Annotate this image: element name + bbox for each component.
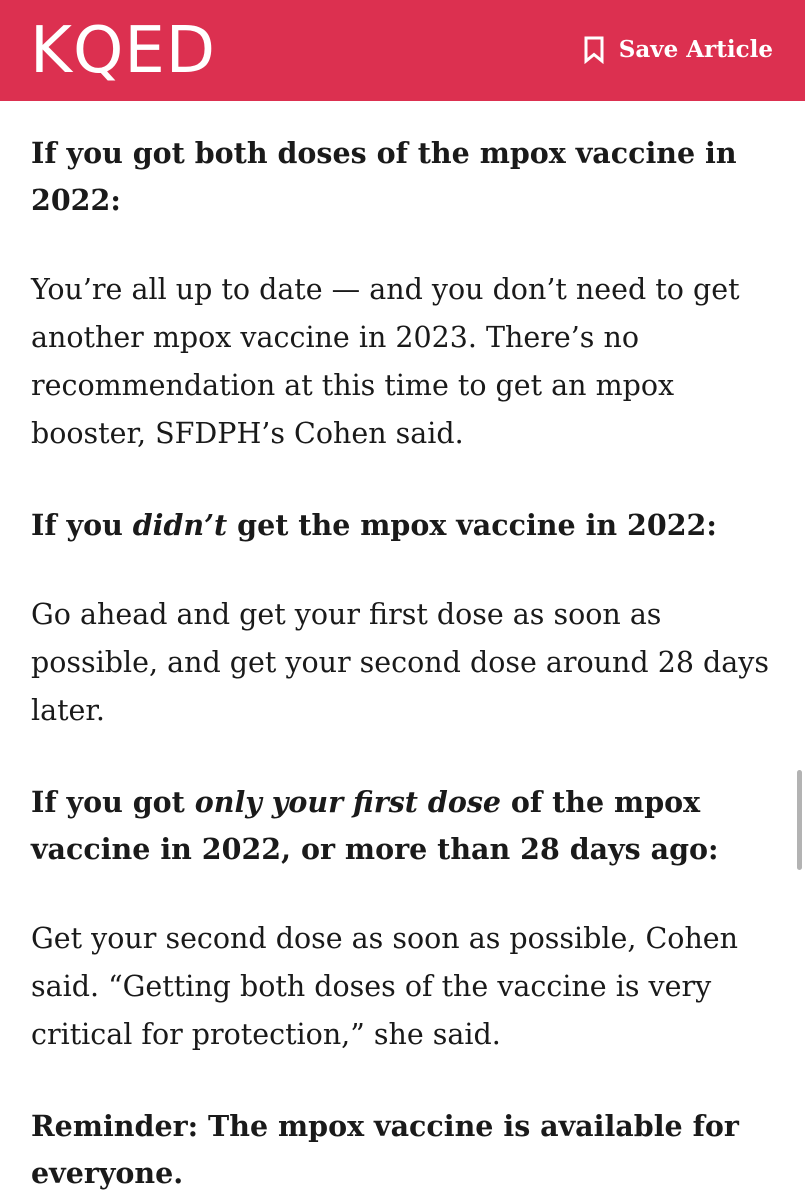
paragraph-first-dose: Go ahead and get your first dose as soon as possible, and get your second dose around 28 days later. [31, 598, 769, 727]
heading-no-vaccine: If you didn’t get the mpox vaccine in 2022: [31, 508, 717, 542]
site-header [0, 0, 805, 101]
paragraph-up-to-date: You’re all up to date — and you don’t need to get another mpox vaccine in 2023. There’s no recommendation at this time to get an mpox booster, SFDPH’s Cohen said. [31, 273, 740, 450]
emphasis-only-first-dose: only your first dose [194, 785, 501, 819]
kqed-logo[interactable]: KQED [30, 14, 217, 88]
save-article-label: Save Article [618, 36, 773, 63]
emphasis-didnt: didn’t [132, 508, 228, 542]
heading-reminder: Reminder: The mpox vaccine is available for everyone. [31, 1109, 739, 1190]
article-body [31, 130, 776, 1197]
heading-both-doses: If you got both doses of the mpox vaccine in 2022: [31, 136, 737, 217]
heading-only-first-dose: If you got only your first dose of the mpox vaccine in 2022, or more than 28 days ago: [31, 785, 719, 866]
paragraph-second-dose: Get your second dose as soon as possible, Cohen said. “Getting both doses of the vaccine is very critical for protection,” she said. [31, 922, 739, 1051]
save-article-button[interactable] [583, 32, 773, 68]
bookmark-icon [583, 36, 605, 64]
scrollbar-thumb[interactable] [797, 770, 802, 870]
